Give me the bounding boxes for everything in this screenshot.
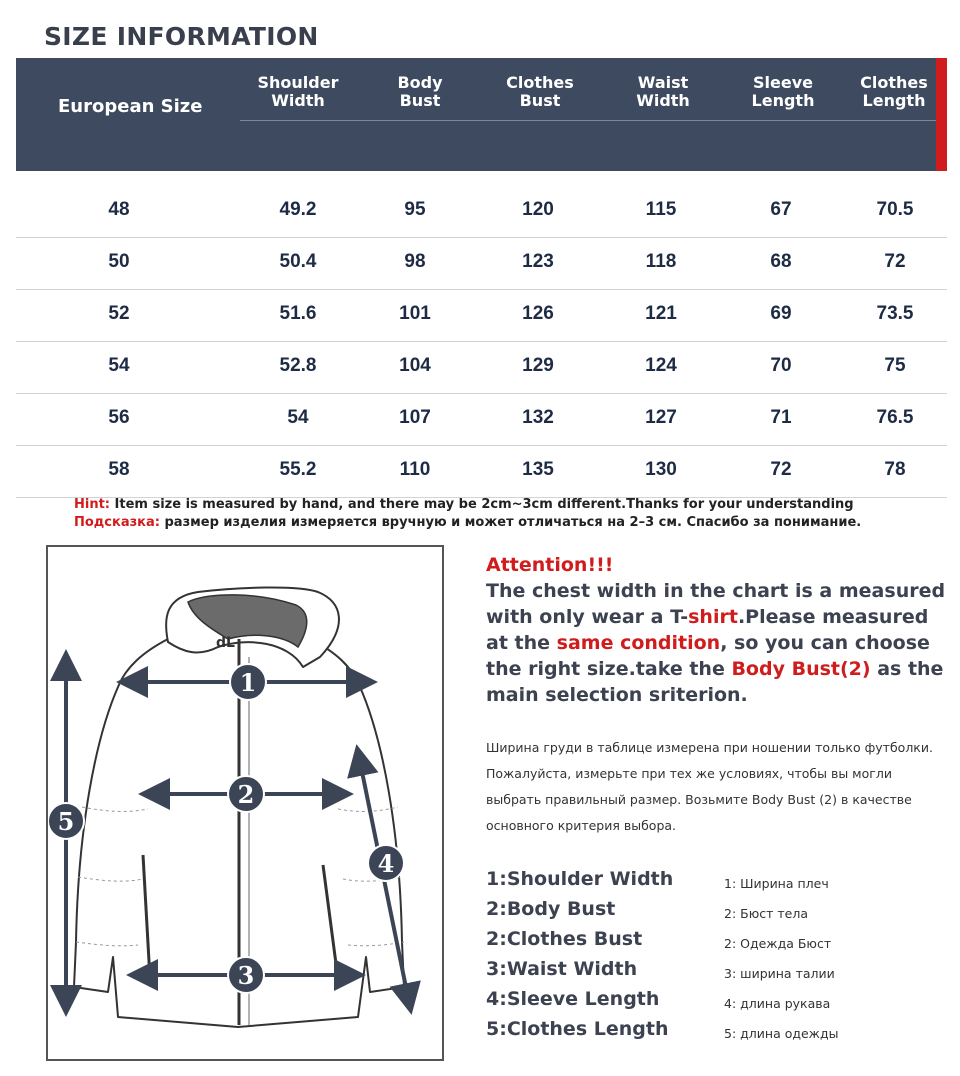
cell-clothes-length: 75: [884, 355, 906, 376]
cell-clothes-bust: 123: [522, 251, 554, 272]
cell-shoulder-width: 54: [287, 407, 309, 428]
cell-sleeve-length: 71: [770, 407, 792, 428]
marker-1: 1: [239, 668, 257, 697]
attention-part: , so you can choose the right size.take the: [486, 632, 930, 680]
cell-waist-width: 130: [645, 459, 677, 480]
legend-item: [486, 1018, 946, 1048]
marker-5: 5: [57, 807, 75, 836]
marker-4: 4: [377, 849, 395, 878]
hint-english: [74, 497, 854, 512]
legend-ru: 1: Ширина плеч: [724, 876, 829, 891]
page-title: SIZE INFORMATION: [44, 22, 319, 51]
size-table-body: [16, 186, 947, 498]
header-line: Width: [636, 91, 690, 110]
cell-body-bust: 101: [399, 303, 431, 324]
header-body-bust: [360, 74, 480, 110]
cell-size: 56: [108, 407, 130, 428]
header-line: Bust: [399, 91, 441, 110]
hint-text-ru: размер изделия измеряется вручную и может отличаться на 2–3 см. Спасибо за понимание.: [159, 515, 862, 530]
table-row: [16, 394, 947, 446]
cell-body-bust: 98: [404, 251, 426, 272]
cell-clothes-bust: 126: [522, 303, 554, 324]
legend-ru: 3: ширина талии: [724, 966, 835, 981]
cell-waist-width: 127: [645, 407, 677, 428]
legend-ru: 2: Одежда Бюст: [724, 936, 832, 951]
jacket-illustration: [48, 547, 442, 1059]
legend-en: 4:Sleeve Length: [486, 988, 660, 1010]
cell-shoulder-width: 52.8: [279, 355, 317, 376]
cell-body-bust: 110: [399, 459, 431, 480]
header-line: Shoulder: [257, 73, 339, 92]
cell-clothes-length: 73.5: [876, 303, 914, 324]
cell-clothes-bust: 129: [522, 355, 554, 376]
cell-waist-width: 124: [645, 355, 677, 376]
legend-item: [486, 928, 946, 958]
size-table-header: [16, 58, 947, 171]
attention-russian: Ширина груди в таблице измерена при ношении только футболки. Пожалуйста, измерьте при тех же условиях, чтобы вы могли выбрать правильный размер. Возьмите Body Bust (2) в качестве основного критерия выбора.: [486, 740, 933, 833]
header-waist-width: [603, 74, 723, 110]
table-row: [16, 238, 947, 290]
logo-mark: dL: [216, 635, 235, 651]
cell-sleeve-length: 67: [770, 199, 792, 220]
table-row: [16, 446, 947, 498]
header-line: Sleeve: [753, 73, 813, 92]
cell-clothes-length: 70.5: [876, 199, 914, 220]
cell-body-bust: 107: [399, 407, 431, 428]
header-line: Clothes: [506, 73, 574, 92]
attention-title: Attention!!!: [486, 554, 614, 576]
legend-en: 2:Body Bust: [486, 898, 616, 920]
cell-shoulder-width: 49.2: [279, 199, 317, 220]
cell-size: 48: [108, 199, 130, 220]
cell-sleeve-length: 68: [770, 251, 792, 272]
legend-en: 2:Clothes Bust: [486, 928, 643, 950]
cell-size: 50: [108, 251, 130, 272]
table-row: [16, 342, 947, 394]
cell-waist-width: 121: [645, 303, 677, 324]
cell-shoulder-width: 55.2: [279, 459, 317, 480]
legend-en: 3:Waist Width: [486, 958, 638, 980]
header-line: Width: [271, 91, 325, 110]
cell-size: 58: [108, 459, 130, 480]
marker-3: 3: [237, 961, 255, 990]
cell-body-bust: 104: [399, 355, 431, 376]
header-line: Body: [397, 73, 443, 92]
hint-label: Hint:: [74, 497, 111, 512]
attention-text: [486, 578, 946, 708]
cell-body-bust: 95: [404, 199, 426, 220]
cell-clothes-bust: 120: [522, 199, 554, 220]
legend-item: [486, 868, 946, 898]
legend-item: [486, 898, 946, 928]
attention-part: as the main selection sriterion.: [486, 658, 944, 706]
cell-clothes-length: 78: [884, 459, 906, 480]
cell-clothes-bust: 132: [522, 407, 554, 428]
table-row: [16, 290, 947, 342]
header-accent-bar: [936, 58, 947, 171]
header-divider: [240, 120, 936, 121]
attention-block: [486, 552, 946, 708]
table-row: [16, 186, 947, 238]
cell-sleeve-length: 70: [770, 355, 792, 376]
header-line: Clothes: [860, 73, 928, 92]
cell-waist-width: 118: [645, 251, 677, 272]
legend-ru: 5: длина одежды: [724, 1026, 839, 1041]
marker-2: 2: [237, 780, 255, 809]
hint-text: Item size is measured by hand, and there may be 2cm~3cm different.Thanks for your understanding: [110, 497, 854, 512]
hint-label-ru: Подсказка:: [74, 515, 160, 530]
header-line: Length: [751, 91, 815, 110]
header-sleeve-length: [723, 74, 843, 110]
legend-en: 5:Clothes Length: [486, 1018, 669, 1040]
legend-item: [486, 958, 946, 988]
cell-size: 52: [108, 303, 130, 324]
cell-clothes-bust: 135: [522, 459, 554, 480]
cell-size: 54: [108, 355, 130, 376]
header-line: Length: [862, 91, 926, 110]
attention-highlight: same condition: [556, 632, 721, 654]
header-shoulder-width: [238, 74, 358, 110]
jacket-diagram: [46, 545, 444, 1061]
attention-part: .Please measured at the: [486, 606, 929, 654]
hint-russian: [74, 515, 861, 530]
header-line: Waist: [637, 73, 689, 92]
header-line: Bust: [519, 91, 561, 110]
attention-highlight: Body Bust(2): [731, 658, 871, 680]
attention-part: The chest width in the chart is a measured with only wear a T-: [486, 580, 946, 628]
cell-shoulder-width: 51.6: [279, 303, 317, 324]
legend-ru: 2: Бюст тела: [724, 906, 808, 921]
legend-ru: 4: длина рукава: [724, 996, 831, 1011]
cell-sleeve-length: 69: [770, 303, 792, 324]
cell-shoulder-width: 50.4: [279, 251, 317, 272]
attention-highlight: shirt: [688, 606, 738, 628]
header-european-size: European Size: [58, 96, 203, 117]
cell-sleeve-length: 72: [770, 459, 792, 480]
header-clothes-bust: [480, 74, 600, 110]
cell-clothes-length: 72: [884, 251, 906, 272]
cell-clothes-length: 76.5: [876, 407, 914, 428]
cell-waist-width: 115: [645, 199, 677, 220]
legend-en: 1:Shoulder Width: [486, 868, 674, 890]
legend-item: [486, 988, 946, 1018]
